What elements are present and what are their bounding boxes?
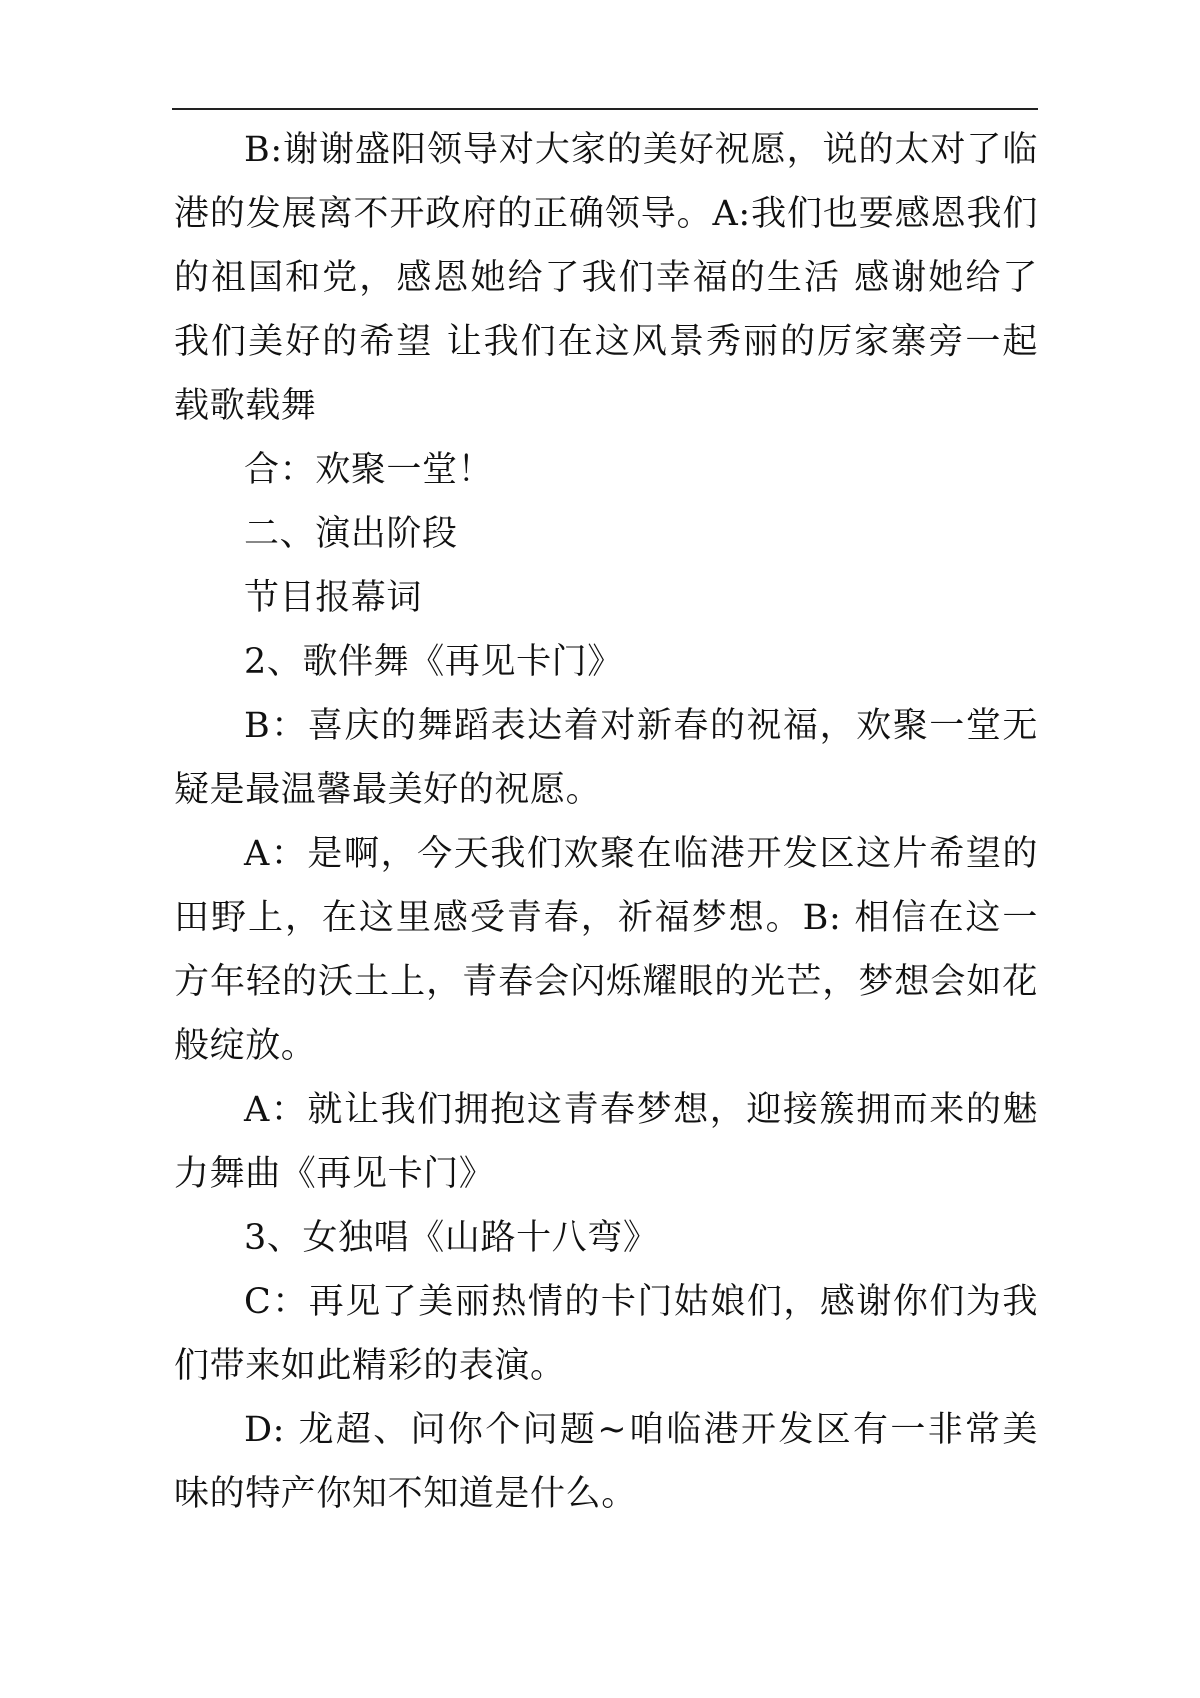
- paragraph-b-dance: B：喜庆的舞蹈表达着对新春的祝福，欢聚一堂无疑是最温馨最美好的祝愿。: [174, 706, 1038, 810]
- paragraph-together: 合：欢聚一堂！: [244, 450, 494, 490]
- section-subheading-host-script: 节目报幕词: [244, 578, 423, 618]
- program-item-3: 3、女独唱《山路十八弯》: [244, 1218, 659, 1258]
- section-heading-performance: 二、演出阶段: [244, 514, 458, 554]
- program-item-2: 2、歌伴舞《再见卡门》: [244, 642, 623, 682]
- paragraph-c-farewell: C：再见了美丽热情的卡门姑娘们，感谢你们为我们带来如此精彩的表演。: [174, 1282, 1038, 1386]
- paragraph-thanks-leaders: B:谢谢盛阳领导对大家的美好祝愿，说的太对了临港的发展离不开政府的正确领导。A:我们也要感恩我们的祖国和党，感恩她给了我们幸福的生活 感谢她给了我们美好的希望 让我们在这风景秀丽的厉家寨旁一起载歌载舞: [174, 130, 1038, 426]
- paragraph-a-field-of-hope: A：是啊，今天我们欢聚在临港开发区这片希望的田野上，在这里感受青春，祈福梦想。B: 相信在这一方年轻的沃土上，青春会闪烁耀眼的光芒，梦想会如花般绽放。: [174, 834, 1038, 1066]
- header-rule: [172, 108, 1038, 110]
- paragraph-a-embrace-dream: A：就让我们拥抱这青春梦想，迎接簇拥而来的魅力舞曲《再见卡门》: [174, 1090, 1038, 1194]
- paragraph-d-question: D: 龙超、问你个问题~咱临港开发区有一非常美味的特产你知不知道是什么。: [174, 1410, 1038, 1514]
- document-body: [174, 118, 1038, 1526]
